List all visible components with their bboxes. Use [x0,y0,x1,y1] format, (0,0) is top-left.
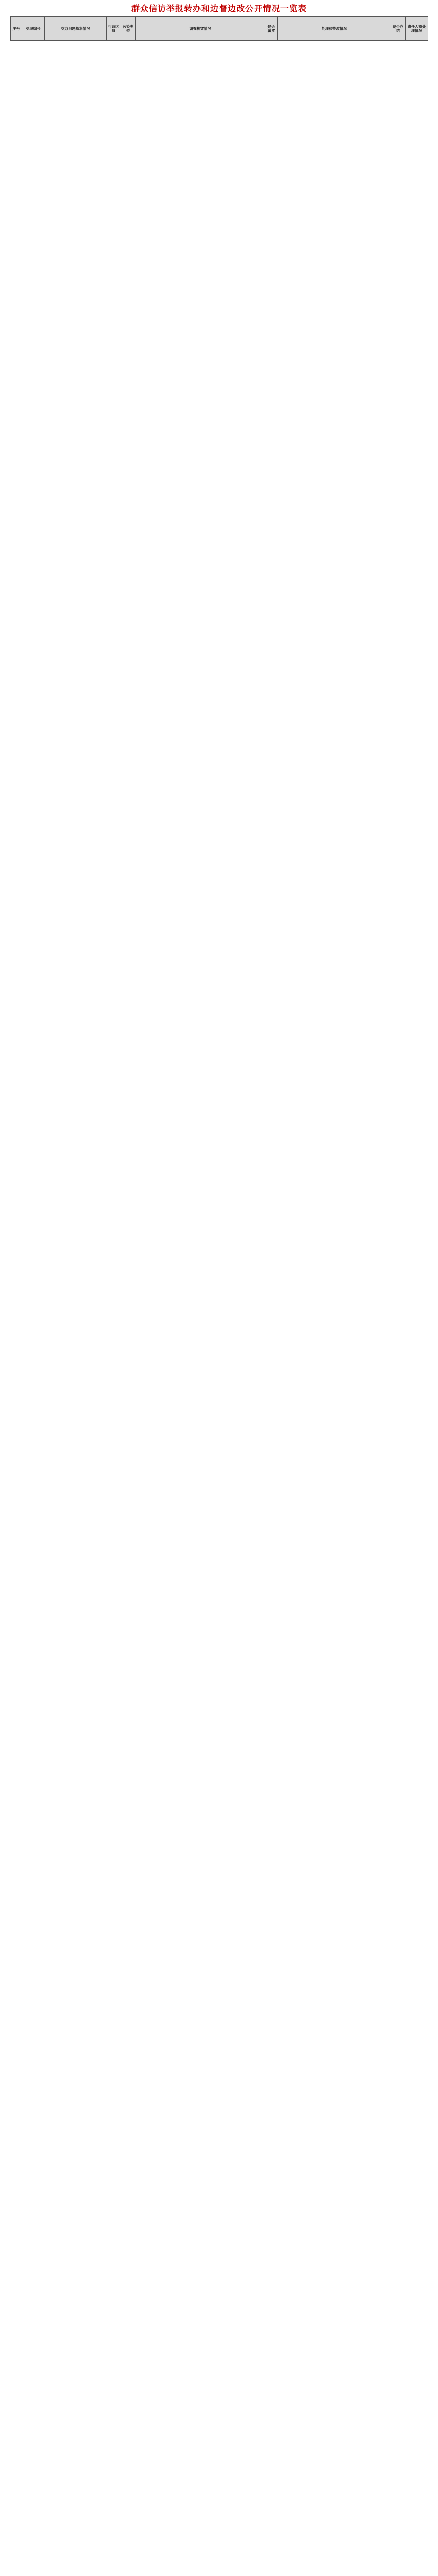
document-title: 群众信访举报转办和边督边改公开情况一览表 [131,4,307,13]
col-header-region: 行政区域 [107,17,121,41]
col-header-closed: 是否办结 [391,17,406,41]
col-header-verified: 是否属实 [265,17,278,41]
col-header-index: 序号 [11,17,22,41]
col-header-issue: 交办问题基本情况 [45,17,107,41]
col-header-rectification: 处理和整改情况 [278,17,391,41]
table-header-row [11,17,428,41]
col-header-case-id: 受理编号 [22,17,45,41]
col-header-investigation: 调查核实情况 [136,17,265,41]
col-header-pollution-type: 污染类型 [121,17,136,41]
col-header-accountability: 责任人被处理情况 [406,17,428,41]
petition-table [10,16,428,41]
